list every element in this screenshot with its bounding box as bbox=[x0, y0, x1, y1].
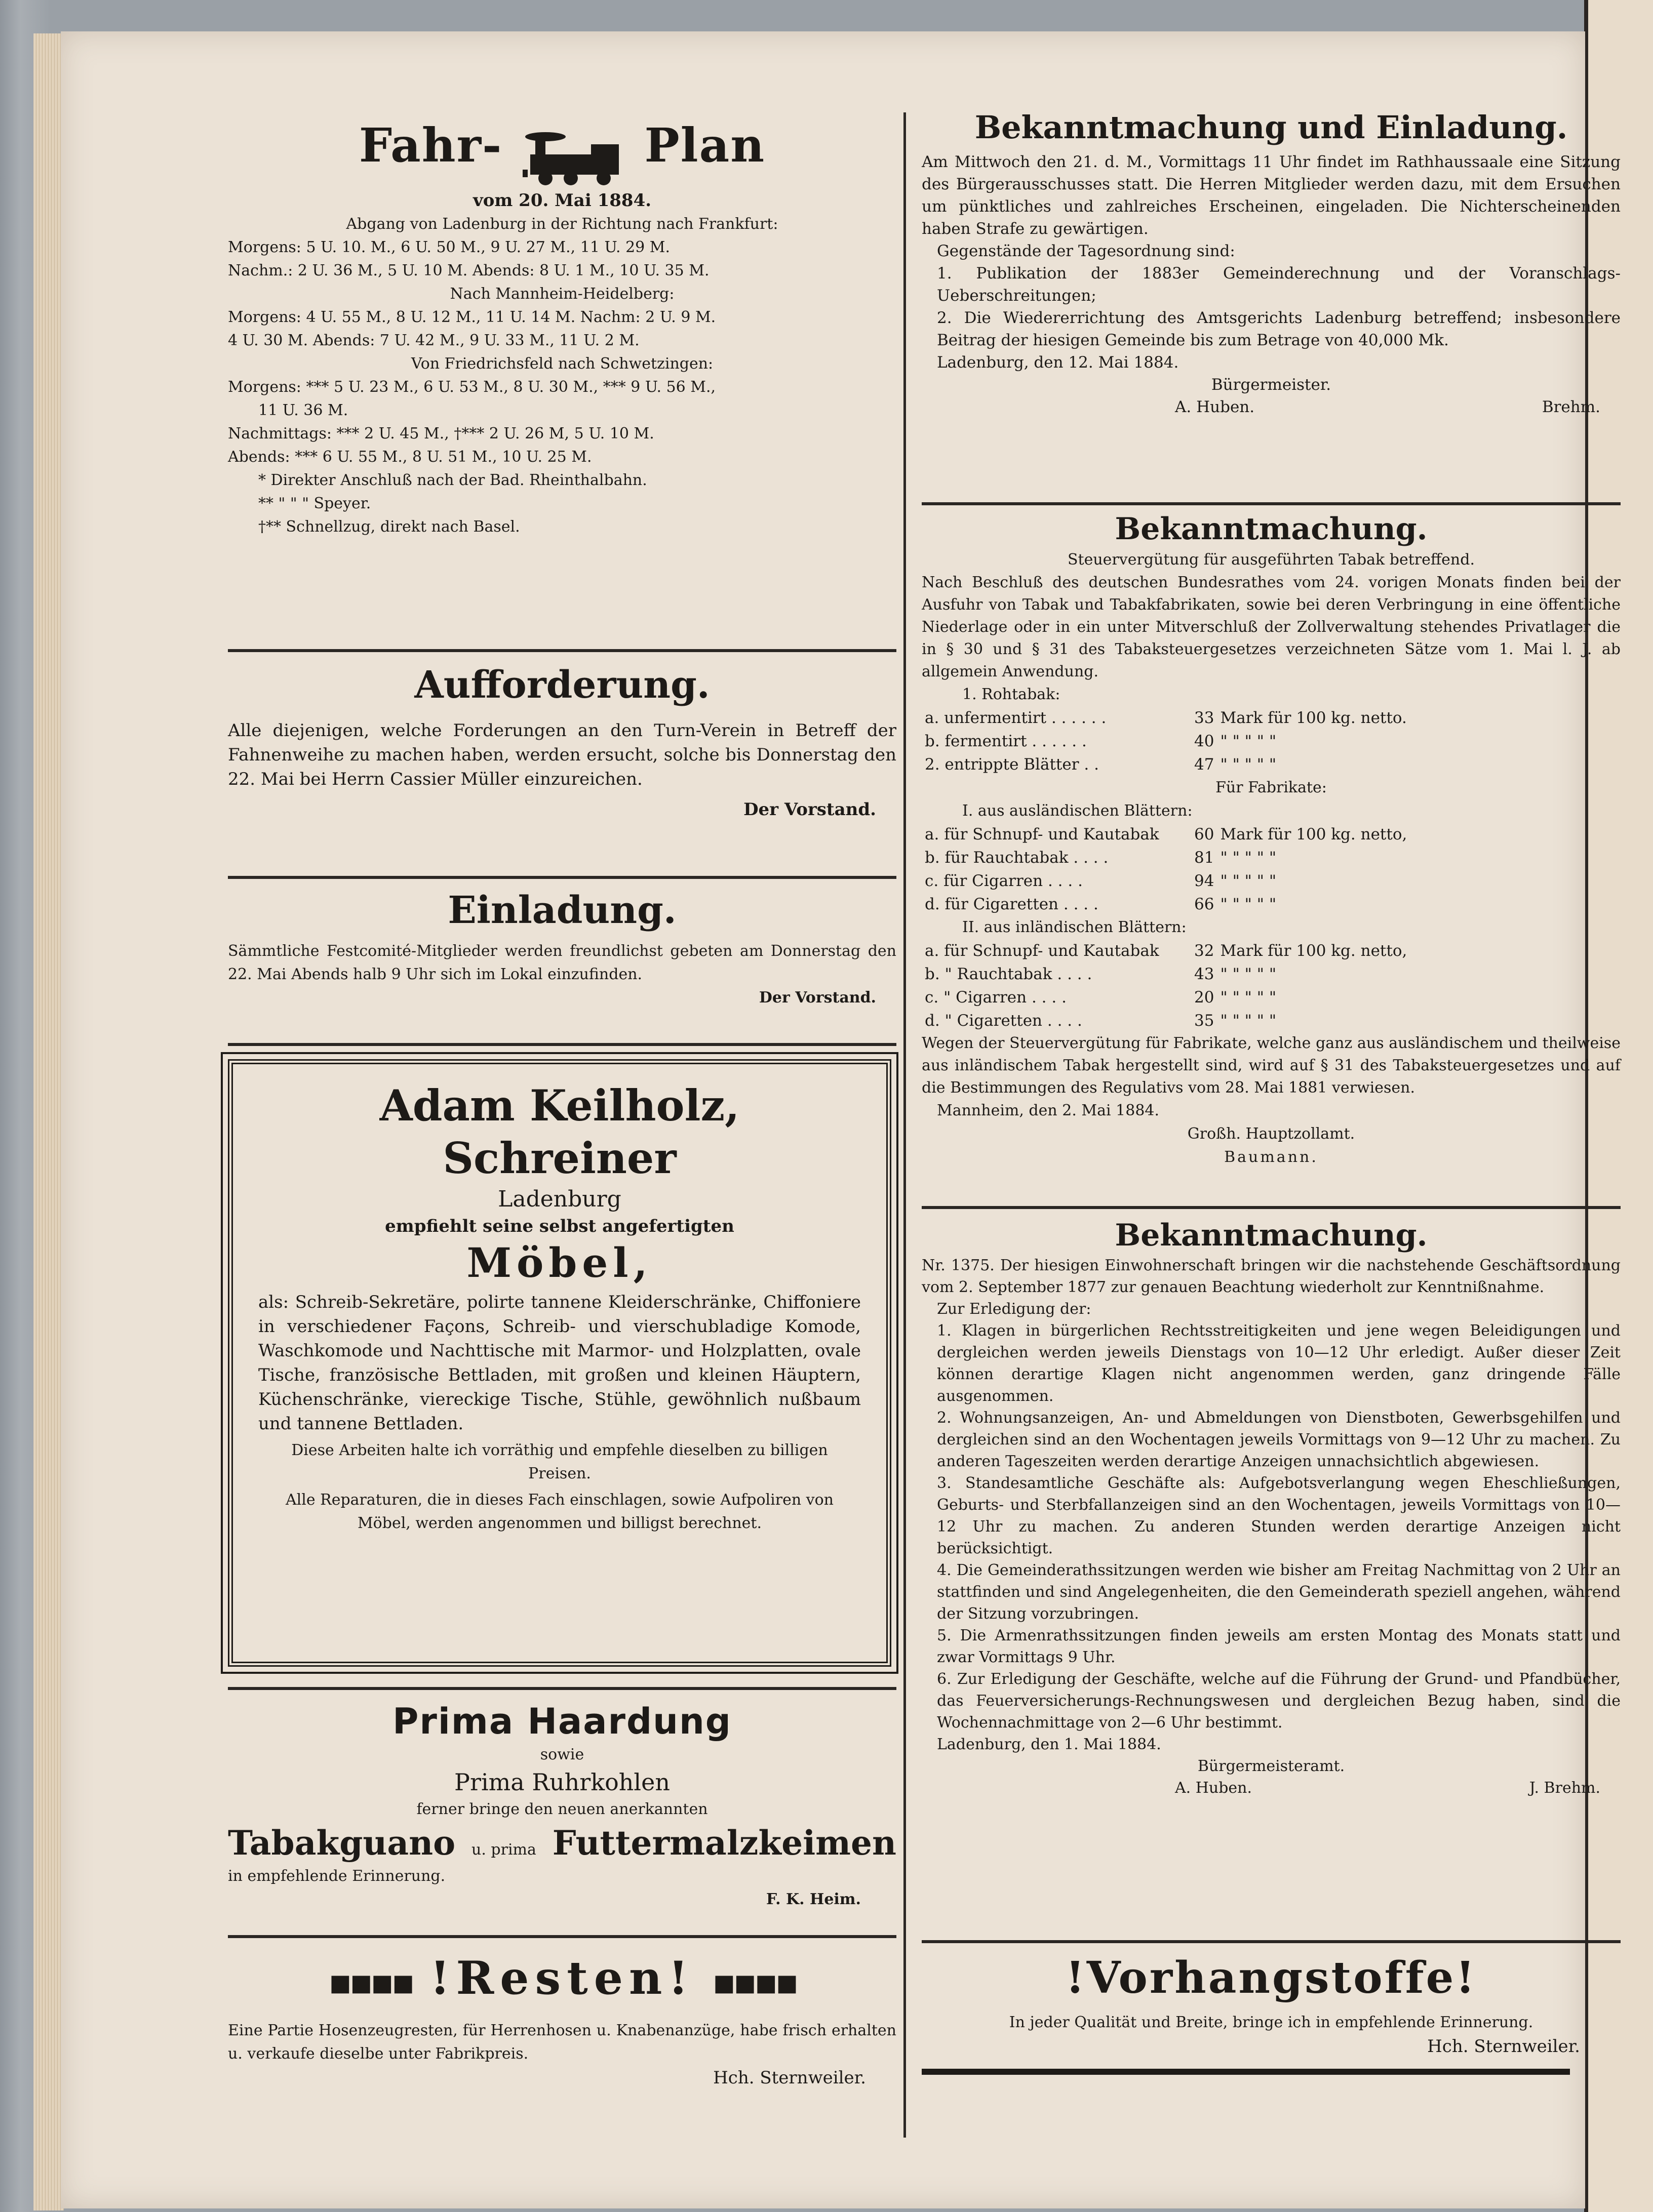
list-item: 1. Klagen in bürgerlichen Rechtsstreitigkeiten und jene wegen Beleidigungen und dergleichen werden jeweils Dienstags von 10—12 Uhr erledigt. Außer dieser Zeit können derartige Klagen nicht angenommen werden, ganz dringende Fälle ausgenommen. bbox=[937, 1322, 1621, 1405]
cell-unit: " " " " " bbox=[1220, 755, 1277, 774]
haardung-sign: F. K. Heim. bbox=[766, 1891, 861, 1908]
cell-number: 35 bbox=[1194, 1012, 1214, 1030]
rule bbox=[228, 876, 896, 879]
vorhang-title: !Vorhangstoffe! bbox=[1065, 1952, 1477, 2003]
bekanntmachung1-date: Ladenburg, den 12. Mai 1884. bbox=[937, 353, 1179, 372]
fahrplan-title-right: Plan bbox=[644, 118, 766, 173]
rule bbox=[922, 502, 1621, 505]
bekanntmachung3-sign1: A. Huben. bbox=[1175, 1779, 1252, 1797]
keilholz-text2: Diese Arbeiten halte ich vorräthig und empfehle dieselben zu billigen Preisen. bbox=[291, 1441, 828, 1482]
fahrplan-date: vom 20. Mai 1884. bbox=[473, 190, 652, 211]
rule bbox=[922, 1940, 1621, 1943]
cell-unit: Mark für 100 kg. netto, bbox=[1220, 942, 1407, 960]
bekanntmachung3-items bbox=[922, 1320, 1621, 1734]
bekanntmachung1-sign1: A. Huben. bbox=[1175, 398, 1255, 416]
haardung-block bbox=[228, 1700, 896, 1911]
cell-label: b. fermentirt . . . . . . bbox=[925, 732, 1087, 750]
bekanntmachung2-sub: Steuervergütung für ausgeführten Tabak betreffend. bbox=[1067, 551, 1475, 569]
cell-unit: " " " " " bbox=[1220, 1012, 1277, 1030]
fahrplan-nachm2: 4 U. 30 M. Abends: 7 U. 42 M., 9 U. 33 M., 11 U. 2 M. bbox=[228, 332, 640, 349]
cell-number: 60 bbox=[1194, 825, 1214, 843]
aufforderung-block bbox=[228, 662, 896, 822]
bekanntmachung1-text1: Am Mittwoch den 21. d. M., Vormittags 11 Uhr findet im Rathhaussaale eine Sitzung des Bürgerausschusses statt. Die Herren Mitglieder werden dazu, mit dem Ersuchen um pünktliches und zahlreiches Erscheinen, eingeladen. Die Nichterscheinenden haben Strafe zu gewärtigen. bbox=[922, 153, 1621, 238]
rule bbox=[228, 1935, 896, 1938]
rohtabak-table bbox=[922, 706, 1410, 776]
haardung-uprima: u. prima bbox=[471, 1841, 536, 1859]
cell-number: 81 bbox=[1194, 849, 1214, 867]
list-item: 6. Zur Erledigung der Geschäfte, welche auf die Führung der Grund- und Pfandbücher, das Feuerversicherungs-Rechnungswesen und dergleichen Bezug haben, sind die Wochennachmittage von 2—6 Uhr bestimmt. bbox=[937, 1670, 1621, 1732]
cell-number: 20 bbox=[1194, 988, 1214, 1007]
table-row bbox=[922, 706, 1410, 730]
cell-label: d. für Cigaretten . . . . bbox=[925, 895, 1098, 913]
keilholz-place: Ladenburg bbox=[498, 1186, 621, 1212]
bekanntmachung3-sign2: J. Brehm. bbox=[1529, 1779, 1600, 1797]
list-item: 3. Standesamtliche Geschäfte als: Aufgebotsverlangung wegen Eheschließungen, Geburts- und Sterbfallanzeigen sind an den Wochentagen, jeweils Vormittags von 10—12 Uhr zu machen. Zu anderen Stunden werden derartige Anzeigen nicht berücksichtigt. bbox=[937, 1474, 1621, 1557]
table-row bbox=[922, 939, 1410, 962]
haardung-empf: in empfehlende Erinnerung. bbox=[228, 1867, 446, 1885]
fahrplan-morgens3b: 11 U. 36 M. bbox=[258, 401, 348, 419]
fahrplan-morgens1: Morgens: 5 U. 10. M., 6 U. 50 M., 9 U. 27 M., 11 U. 29 M. bbox=[228, 238, 671, 256]
rule bbox=[228, 1687, 896, 1690]
vorhang-block bbox=[922, 1950, 1621, 2075]
einladung-text: Sämmtliche Festcomité-Mitglieder werden freundlichst gebeten am Donnerstag den 22. Mai Abends halb 9 Uhr sich im Lokal einzufinden. bbox=[228, 942, 896, 983]
cell-label: d. " Cigaretten . . . . bbox=[925, 1012, 1082, 1030]
fahrplan-line2: Nach Mannheim-Heidelberg: bbox=[450, 285, 675, 303]
fahrplan-block bbox=[228, 117, 896, 539]
bekanntmachung3-block bbox=[922, 1216, 1621, 1799]
keilholz-ad-frame bbox=[228, 1059, 891, 1667]
bekanntmachung2-h3: I. aus ausländischen Blättern: bbox=[962, 802, 1193, 820]
cell-number: 43 bbox=[1194, 965, 1214, 983]
fahrplan-title-left: Fahr- bbox=[359, 118, 503, 173]
keilholz-line: empfiehlt seine selbst angefertigten bbox=[385, 1216, 734, 1236]
cell-label: a. für Schnupf- und Kautabak bbox=[925, 825, 1159, 843]
cell-label: 2. entrippte Blätter . . bbox=[925, 755, 1099, 774]
bekanntmachung2-date: Mannheim, den 2. Mai 1884. bbox=[937, 1102, 1160, 1119]
cell-unit: Mark für 100 kg. netto. bbox=[1220, 709, 1407, 727]
book-page-edges bbox=[33, 33, 64, 2210]
fahrplan-nachmittags3: Nachmittags: *** 2 U. 45 M., †*** 2 U. 26 M, 5 U. 10 M. bbox=[228, 425, 654, 443]
list-item: 5. Die Armenrathssitzungen finden jeweils am ersten Montag des Monats statt und zwar Vormittags 9 Uhr. bbox=[937, 1627, 1621, 1666]
keilholz-text3: Alle Reparaturen, die in dieses Fach einschlagen, sowie Aufpoliren von Möbel, werden angenommen und billigst berechnet. bbox=[285, 1491, 834, 1532]
fahrplan-note2: ** " " " Speyer. bbox=[258, 495, 371, 512]
table-row bbox=[922, 823, 1410, 846]
locomotive-icon bbox=[515, 132, 632, 187]
bekanntmachung2-text: Nach Beschluß des deutschen Bundesrathes vom 24. vorigen Monats finden bei der Ausfuhr von Tabak und Tabakfabrikaten, sowie bei deren Verbringung in eine öffentliche Niederlage oder in ein unter Mitverschluß der Zollverwaltung stehendes Privatlager die in § 30 und § 31 des Tabaksteuergesetzes verzeichneten Sätze vom 1. Mai l. J. ab allgemein Anwendung. bbox=[922, 574, 1621, 680]
fahrplan-nachm1: Nachm.: 2 U. 36 M., 5 U. 10 M. Abends: 8 U. 1 M., 10 U. 35 M. bbox=[228, 262, 710, 279]
keilholz-title: Adam Keilholz, Schreiner bbox=[379, 1080, 740, 1183]
bekanntmachung1-block bbox=[922, 107, 1621, 418]
cell-unit: " " " " " bbox=[1220, 732, 1277, 750]
rule bbox=[228, 649, 896, 652]
cell-unit: " " " " " bbox=[1220, 849, 1277, 867]
rule bbox=[228, 1043, 896, 1046]
aufforderung-sign: Der Vorstand. bbox=[743, 799, 876, 820]
haardung-title: Prima Haardung bbox=[392, 1701, 732, 1742]
cell-label: c. " Cigarren . . . . bbox=[925, 988, 1067, 1007]
table-row bbox=[922, 1009, 1410, 1032]
bekanntmachung1-sign2: Brehm. bbox=[1542, 398, 1600, 416]
haardung-ferner: ferner bringe den neuen anerkannten bbox=[416, 1800, 708, 1818]
bekanntmachung2-text2: Wegen der Steuervergütung für Fabrikate, welche ganz aus ausländischem und theilweise aus inländischem Tabak hergestellt sind, wird auf § 31 des Tabaksteuergesetzes und auf die Bestimmungen des Regulativs vom 28. Mai 1881 verwiesen. bbox=[922, 1034, 1621, 1097]
bekanntmachung3-date: Ladenburg, den 1. Mai 1884. bbox=[937, 1736, 1161, 1753]
haardung-sowie: sowie bbox=[540, 1746, 584, 1763]
bottom-thick-rule bbox=[922, 2069, 1570, 2075]
table-row bbox=[922, 962, 1410, 986]
fahrplan-line3: Von Friedrichsfeld nach Schwetzingen: bbox=[411, 355, 714, 373]
keilholz-text: als: Schreib-Sekretäre, polirte tannene Kleiderschränke, Chiffoniere in verschiedener Façons, Schreib- und vierschubladige Komode, Waschkomode und Nachttische mit Marmor- und Holzplatten, ovale Tische, französische Bettladen, mit großen und kleinen Häuptern, Küchenschränke, viereckige Tische, Stühle, gewöhnlich nußbaum und tannene Bettladen. bbox=[258, 1292, 861, 1434]
inlaendisch-table bbox=[922, 939, 1410, 1032]
resten-text: Eine Partie Hosenzeugresten, für Herrenhosen u. Knabenanzüge, habe frisch erhalten u. verkaufe dieselbe unter Fabrikpreis. bbox=[228, 2022, 896, 2063]
resten-title: !Resten! bbox=[429, 1951, 694, 2005]
bekanntmachung2-office: Großh. Hauptzollamt. bbox=[1187, 1125, 1355, 1143]
bekanntmachung1-item1: 1. Publikation der 1883er Gemeinderechnung und der Voranschlags-Ueberschreitungen; bbox=[937, 264, 1621, 305]
ornament-icon: ▪▪▪▪ bbox=[712, 1961, 796, 2002]
haardung-futter: Futtermalzkeimen bbox=[552, 1823, 896, 1863]
list-item: 4. Die Gemeinderathssitzungen werden wie bisher am Freitag Nachmittag von 2 Uhr an stattfinden und sind Angelegenheiten, die den Gemeinderath speziell angehen, während der Sitzung vorzubringen. bbox=[937, 1561, 1621, 1623]
bekanntmachung2-h4: II. aus inländischen Blättern: bbox=[962, 918, 1187, 936]
bekanntmachung2-block bbox=[922, 510, 1621, 1169]
bekanntmachung3-intro: Nr. 1375. Der hiesigen Einwohnerschaft bringen wir die nachstehende Geschäftsordnung vom 2. September 1877 zur genauen Beachtung wiederholt zur Kenntnißnahme. bbox=[922, 1257, 1621, 1296]
ornament-icon: ▪▪▪▪ bbox=[328, 1961, 412, 2002]
table-row bbox=[922, 846, 1410, 869]
fahrplan-heading bbox=[228, 117, 896, 183]
rule bbox=[922, 1206, 1621, 1209]
cell-unit: Mark für 100 kg. netto, bbox=[1220, 825, 1407, 843]
fahrplan-abends3: Abends: *** 6 U. 55 M., 8 U. 51 M., 10 U. 25 M. bbox=[228, 448, 592, 466]
cell-number: 94 bbox=[1194, 872, 1214, 890]
bekanntmachung1-item2: 2. Die Wiedererrichtung des Amtsgerichts Ladenburg betreffend; insbesondere Beitrag der hiesigen Gemeinde bis zum Betrage von 40,000 Mk. bbox=[937, 309, 1621, 349]
aufforderung-title: Aufforderung. bbox=[414, 663, 710, 707]
fahrplan-line1: Abgang von Ladenburg in der Richtung nach Frankfurt: bbox=[346, 215, 778, 233]
bekanntmachung3-office: Bürgermeisteramt. bbox=[1197, 1757, 1345, 1775]
haardung-ruhr: Prima Ruhrkohlen bbox=[454, 1768, 670, 1796]
cell-number: 33 bbox=[1194, 709, 1214, 727]
table-row bbox=[922, 893, 1410, 916]
bekanntmachung1-office: Bürgermeister. bbox=[1211, 376, 1331, 394]
table-row bbox=[922, 730, 1410, 753]
table-row bbox=[922, 753, 1410, 776]
list-item: 2. Wohnungsanzeigen, An- und Abmeldungen von Dienstboten, Gewerbsgehilfen und dergleichen sind an den Wochentagen jeweils Vormittags von 9—12 Uhr zu machen. Zu anderen Tageszeiten werden derartige Anzeigen unnachsichtlich abgewiesen. bbox=[937, 1409, 1621, 1470]
bekanntmachung3-title: Bekanntmachung. bbox=[1115, 1218, 1428, 1253]
cell-number: 66 bbox=[1194, 895, 1214, 913]
cell-unit: " " " " " bbox=[1220, 965, 1277, 983]
cell-number: 40 bbox=[1194, 732, 1214, 750]
cell-unit: " " " " " bbox=[1220, 988, 1277, 1007]
resten-block bbox=[228, 1950, 896, 2090]
aufforderung-text: Alle diejenigen, welche Forderungen an den Turn-Verein in Betreff der Fahnenweihe zu machen haben, werden ersucht, solche bis Donnerstag den 22. Mai bei Herrn Cassier Müller einzureichen. bbox=[228, 720, 896, 789]
cell-label: c. für Cigarren . . . . bbox=[925, 872, 1083, 890]
auslaendisch-table bbox=[922, 823, 1410, 916]
cell-label: a. unfermentirt . . . . . . bbox=[925, 709, 1107, 727]
cell-label: a. für Schnupf- und Kautabak bbox=[925, 942, 1159, 960]
cell-label: b. " Rauchtabak . . . . bbox=[925, 965, 1092, 983]
haardung-tabak: Tabakguano bbox=[228, 1823, 456, 1863]
fahrplan-note3: †** Schnellzug, direkt nach Basel. bbox=[258, 518, 520, 536]
bekanntmachung2-h2: Für Fabrikate: bbox=[1215, 779, 1327, 796]
einladung-block bbox=[228, 887, 896, 1010]
cell-number: 32 bbox=[1194, 942, 1214, 960]
fahrplan-morgens3: Morgens: *** 5 U. 23 M., 6 U. 53 M., 8 U. 30 M., *** 9 U. 56 M., bbox=[228, 378, 716, 396]
bekanntmachung1-title: Bekanntmachung und Einladung. bbox=[974, 109, 1568, 146]
cell-unit: " " " " " bbox=[1220, 895, 1277, 913]
cell-unit: " " " " " bbox=[1220, 872, 1277, 890]
table-row bbox=[922, 986, 1410, 1009]
bekanntmachung3-h: Zur Erledigung der: bbox=[937, 1300, 1091, 1318]
fahrplan-morgens2: Morgens: 4 U. 55 M., 8 U. 12 M., 11 U. 14 M. Nachm: 2 U. 9 M. bbox=[228, 308, 716, 326]
einladung-title: Einladung. bbox=[448, 889, 677, 932]
vorhang-sign: Hch. Sternweiler. bbox=[1427, 2036, 1580, 2057]
newspaper-page bbox=[61, 31, 1621, 2208]
fahrplan-note1: * Direkter Anschluß nach der Bad. Rheinthalbahn. bbox=[258, 471, 647, 489]
keilholz-moebel: Möbel, bbox=[466, 1239, 653, 1286]
cell-number: 47 bbox=[1194, 755, 1214, 774]
table-row bbox=[922, 869, 1410, 893]
bekanntmachung2-sign: Baumann. bbox=[1224, 1148, 1318, 1166]
bekanntmachung2-h1: 1. Rohtabak: bbox=[962, 686, 1060, 703]
bekanntmachung1-text2: Gegenstände der Tagesordnung sind: bbox=[937, 242, 1235, 260]
cell-label: b. für Rauchtabak . . . . bbox=[925, 849, 1109, 867]
column-divider bbox=[903, 112, 906, 2138]
einladung-sign: Der Vorstand. bbox=[759, 989, 876, 1007]
bekanntmachung2-title: Bekanntmachung. bbox=[1115, 511, 1428, 547]
resten-sign: Hch. Sternweiler. bbox=[713, 2068, 866, 2088]
vorhang-text: In jeder Qualität und Breite, bringe ich in empfehlende Erinnerung. bbox=[1009, 2014, 1533, 2031]
